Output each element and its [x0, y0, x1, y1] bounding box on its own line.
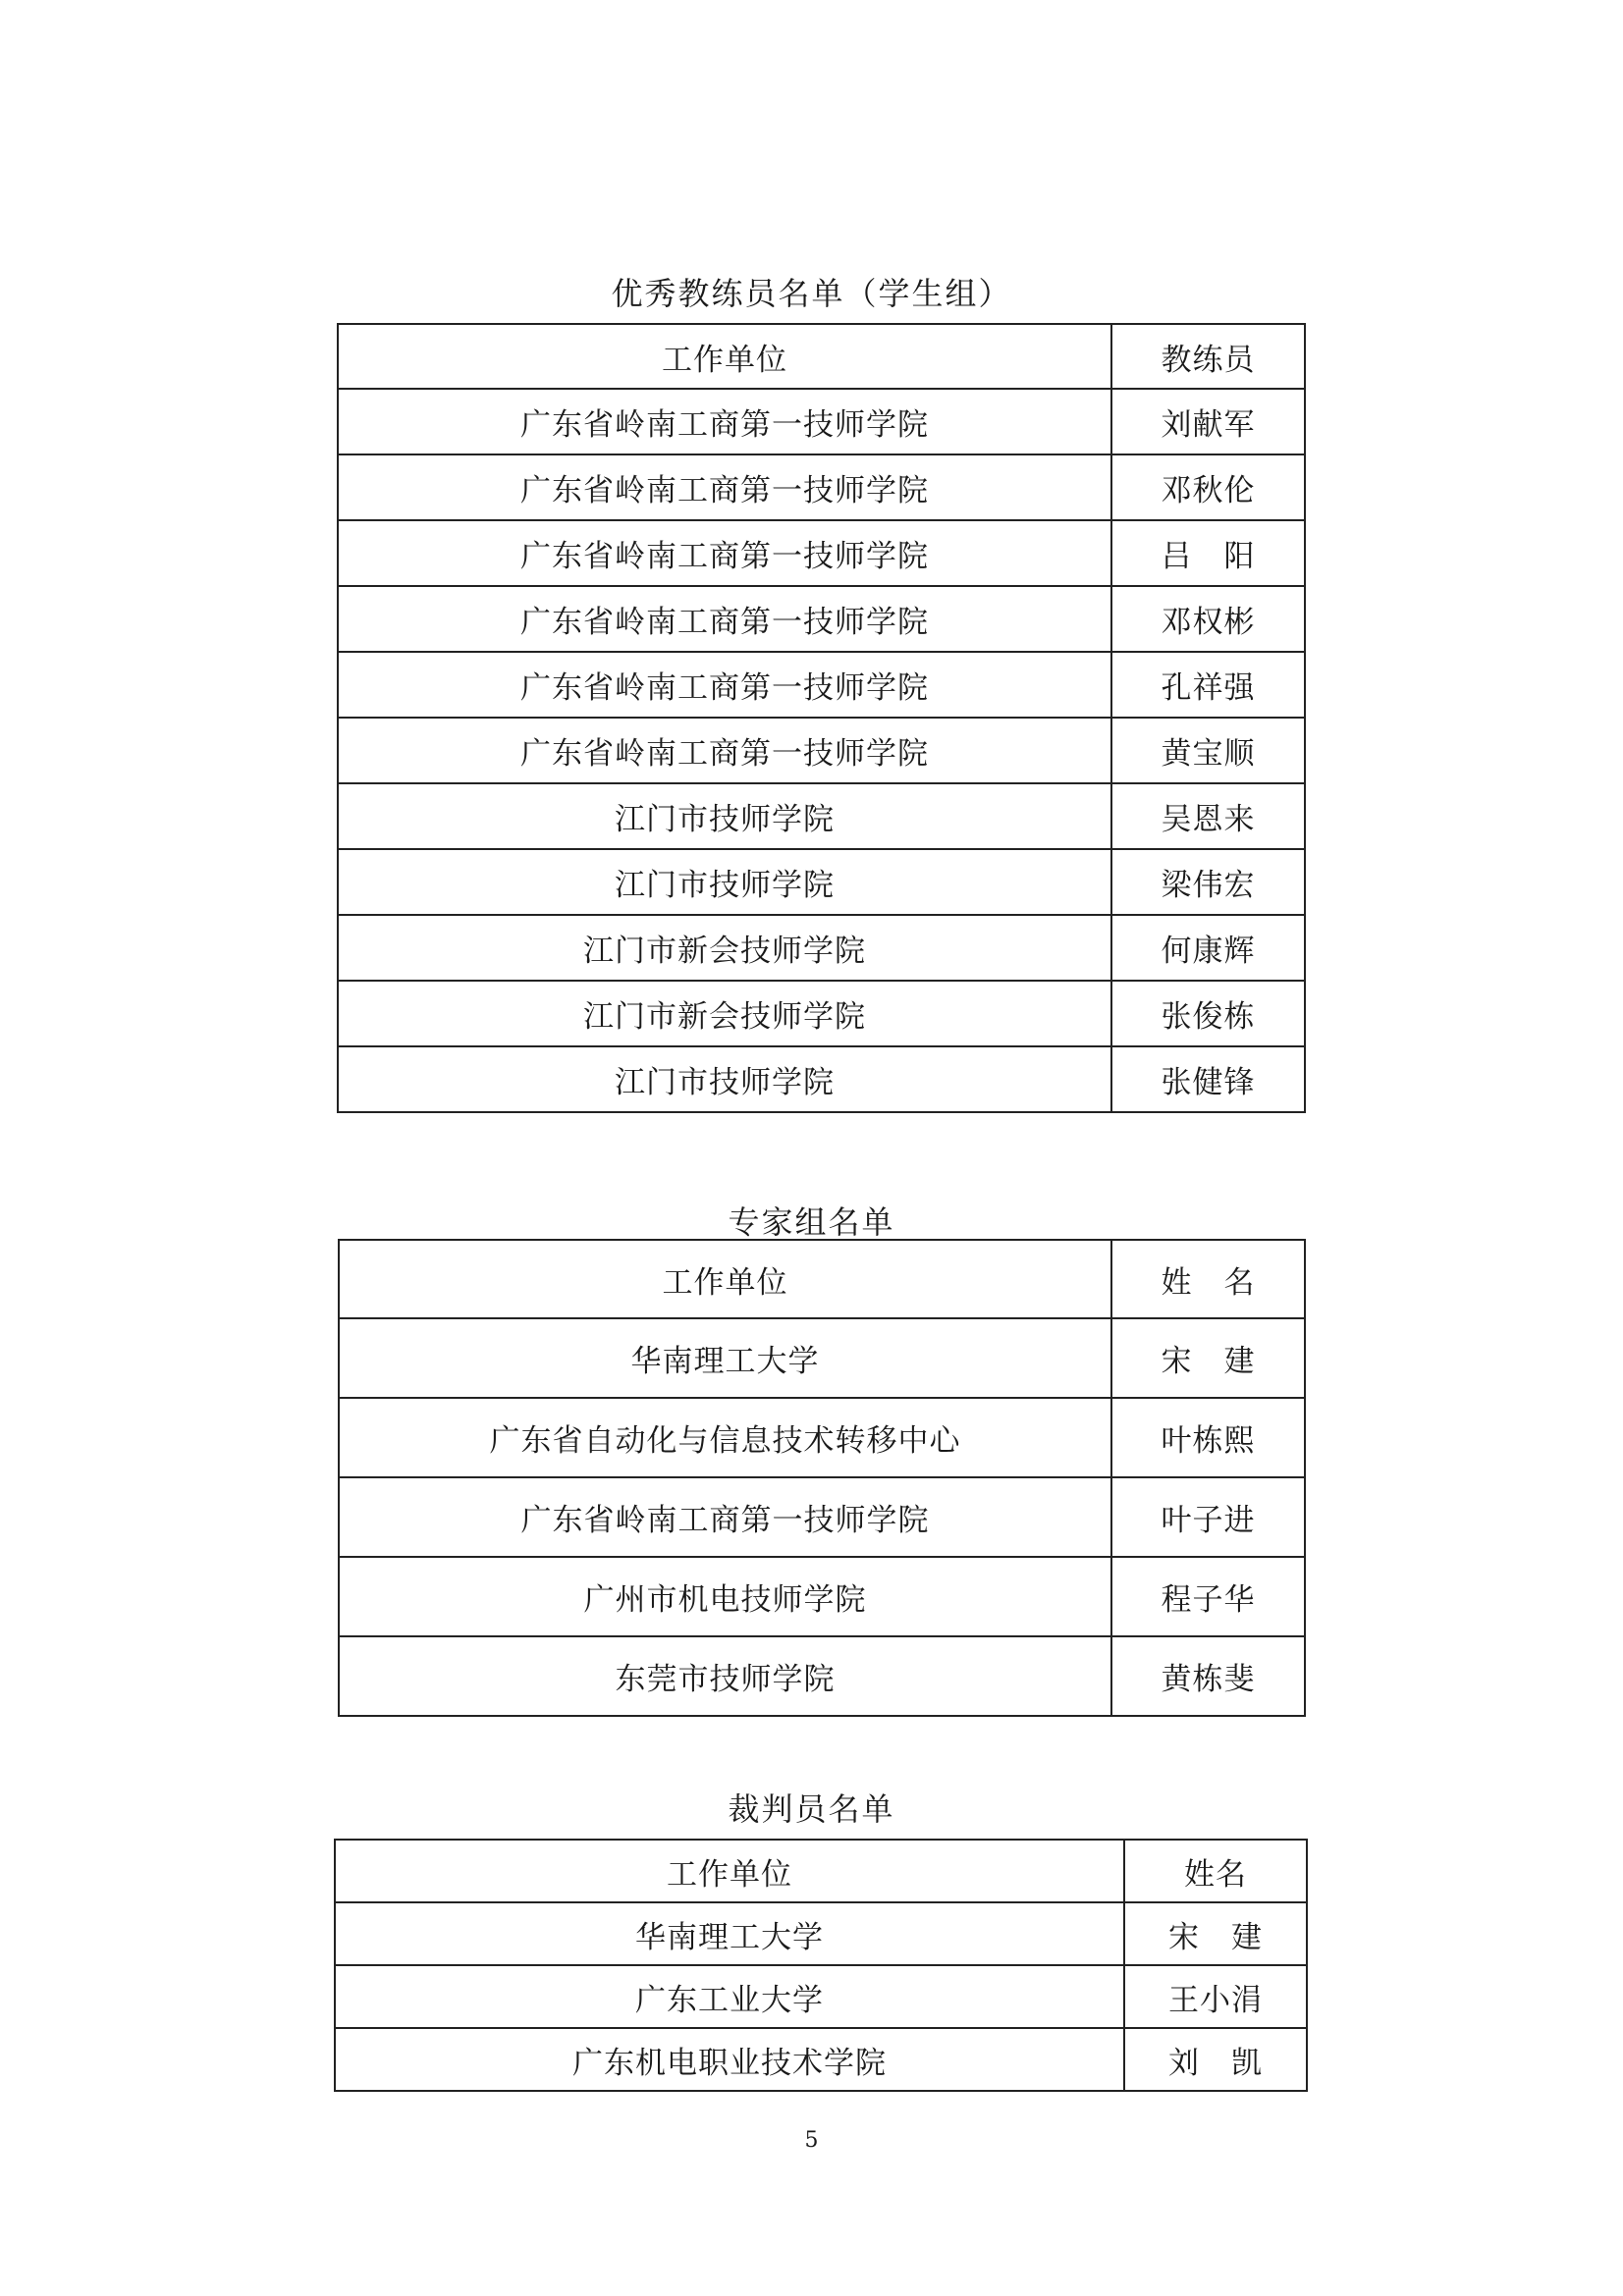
name-cell: 吴恩来 [1111, 783, 1305, 849]
referees-header-name: 姓名 [1124, 1840, 1307, 1902]
experts-header-unit: 工作单位 [339, 1240, 1111, 1318]
name-cell: 宋 建 [1124, 1902, 1307, 1965]
referees-table [334, 1839, 1308, 2092]
name-cell: 王小涓 [1124, 1965, 1307, 2028]
coaches-header-name: 教练员 [1111, 324, 1305, 389]
referees-header-row [335, 1840, 1307, 1902]
name-cell: 叶栋熙 [1111, 1398, 1305, 1477]
referees-title: 裁判员名单 [728, 1790, 895, 1828]
referees-header-unit: 工作单位 [335, 1840, 1124, 1902]
experts-header-name: 姓 名 [1111, 1240, 1305, 1318]
name-cell: 孔祥强 [1111, 652, 1305, 718]
unit-cell: 东莞市技师学院 [339, 1636, 1111, 1716]
name-cell: 邓权彬 [1111, 586, 1305, 652]
name-cell: 程子华 [1111, 1557, 1305, 1636]
name-cell: 黄栋斐 [1111, 1636, 1305, 1716]
unit-cell: 江门市技师学院 [338, 1046, 1111, 1112]
unit-cell: 广东省岭南工商第一技师学院 [338, 586, 1111, 652]
name-cell: 刘献军 [1111, 389, 1305, 454]
unit-cell: 江门市技师学院 [338, 849, 1111, 915]
name-cell: 张俊栋 [1111, 981, 1305, 1046]
unit-cell: 广州市机电技师学院 [339, 1557, 1111, 1636]
unit-cell: 广东省岭南工商第一技师学院 [338, 652, 1111, 718]
unit-cell: 华南理工大学 [335, 1902, 1124, 1965]
unit-cell: 华南理工大学 [339, 1318, 1111, 1398]
name-cell: 吕 阳 [1111, 520, 1305, 586]
name-cell: 邓秋伦 [1111, 454, 1305, 520]
unit-cell: 广东省岭南工商第一技师学院 [338, 454, 1111, 520]
name-cell: 何康辉 [1111, 915, 1305, 981]
name-cell: 叶子进 [1111, 1477, 1305, 1557]
unit-cell: 广东省自动化与信息技术转移中心 [339, 1398, 1111, 1477]
name-cell: 黄宝顺 [1111, 718, 1305, 783]
unit-cell: 江门市技师学院 [338, 783, 1111, 849]
coaches-title: 优秀教练员名单（学生组） [611, 275, 1012, 312]
unit-cell: 广东省岭南工商第一技师学院 [338, 389, 1111, 454]
name-cell: 梁伟宏 [1111, 849, 1305, 915]
coaches-header-unit: 工作单位 [338, 324, 1111, 389]
unit-cell: 江门市新会技师学院 [338, 981, 1111, 1046]
name-cell: 刘 凯 [1124, 2028, 1307, 2091]
table-row [335, 1965, 1307, 2028]
unit-cell: 江门市新会技师学院 [338, 915, 1111, 981]
unit-cell: 广东省岭南工商第一技师学院 [338, 718, 1111, 783]
experts-title: 专家组名单 [728, 1203, 895, 1241]
unit-cell: 广东省岭南工商第一技师学院 [338, 520, 1111, 586]
name-cell: 张健锋 [1111, 1046, 1305, 1112]
name-cell: 宋 建 [1111, 1318, 1305, 1398]
unit-cell: 广东机电职业技术学院 [335, 2028, 1124, 2091]
unit-cell: 广东工业大学 [335, 1965, 1124, 2028]
unit-cell: 广东省岭南工商第一技师学院 [339, 1477, 1111, 1557]
page-number: 5 [804, 2128, 819, 2153]
table-row [335, 1902, 1307, 1965]
table-row [335, 2028, 1307, 2091]
